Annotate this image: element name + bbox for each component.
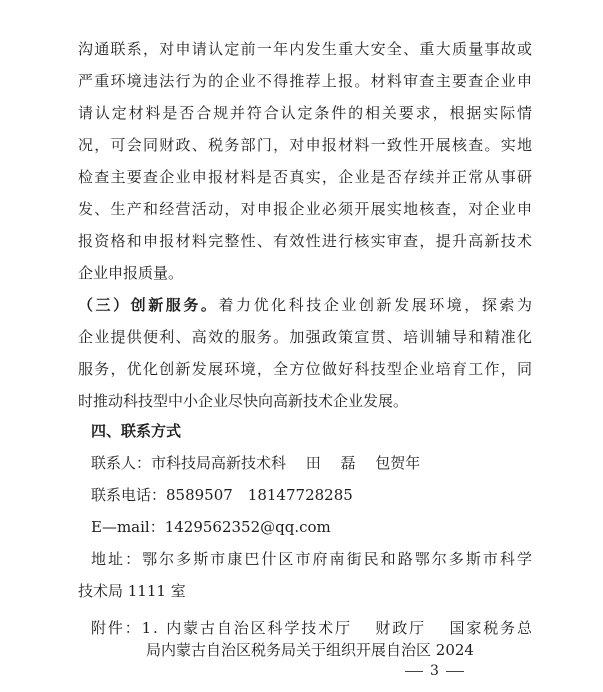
paragraph-line: 报资格和申报材料完整性、有效性进行核实审查，提升高新技术	[78, 232, 534, 250]
paragraph-line: 时推动科技型中小企业尽快向高新技术企业发展。	[78, 392, 409, 410]
paragraph-line: 况，可会同财政、税务部门，对申报材料一致性开展核查。实地	[78, 136, 534, 154]
paragraph-line: 服务，优化创新发展环境，全方位做好科技型企业培育工作，同	[78, 360, 534, 378]
dash-right	[446, 671, 464, 672]
contact-person: 联系人：市科技局高新技术科 田 磊 包贺年	[91, 454, 421, 472]
paragraph-line: 请认定材料是否合规并符合认定条件的相关要求，根据实际情	[78, 104, 534, 122]
section-3-lead: （三）创新服务。	[78, 296, 219, 314]
dash-left	[405, 671, 423, 672]
contact-phone: 联系电话：8589507 18147728285	[91, 486, 353, 504]
contact-email: E—mail：1429562352@qq.com	[91, 518, 331, 536]
paragraph-line: 检查主要查企业申报材料是否真实，企业是否存续并正常从事研	[78, 168, 534, 186]
paragraph-line: 企业提供便利、高效的服务。加强政策宣贯、培训辅导和精准化	[78, 328, 534, 346]
attachment-line: 局内蒙古自治区税务局关于组织开展自治区 2024	[146, 641, 474, 659]
section-3-first-line-text: 着力优化科技企业创新发展环境，探索为	[218, 296, 535, 314]
contact-address: 地址：鄂尔多斯市康巴什区市府南街民和路鄂尔多斯市科学	[91, 550, 535, 568]
paragraph-line: 发、生产和经营活动，对申报企业必须开展实地核查，对企业申	[78, 200, 534, 218]
section-3-first-line	[78, 295, 535, 315]
contact-address-cont: 技术局 1111 室	[78, 582, 186, 600]
attachment-line: 附件：1. 内蒙古自治区科学技术厅 财政厅 国家税务总	[91, 619, 534, 637]
paragraph-line: 严重环境违法行为的企业不得推荐上报。材料审查主要查企业申	[78, 72, 534, 90]
page-number: 3	[430, 663, 439, 679]
paragraph-line: 沟通联系，对申请认定前一年内发生重大安全、重大质量事故或	[78, 40, 534, 58]
page-footer	[0, 661, 603, 683]
section-4-heading: 四、联系方式	[91, 422, 182, 440]
paragraph-line: 企业申报质量。	[78, 264, 184, 282]
